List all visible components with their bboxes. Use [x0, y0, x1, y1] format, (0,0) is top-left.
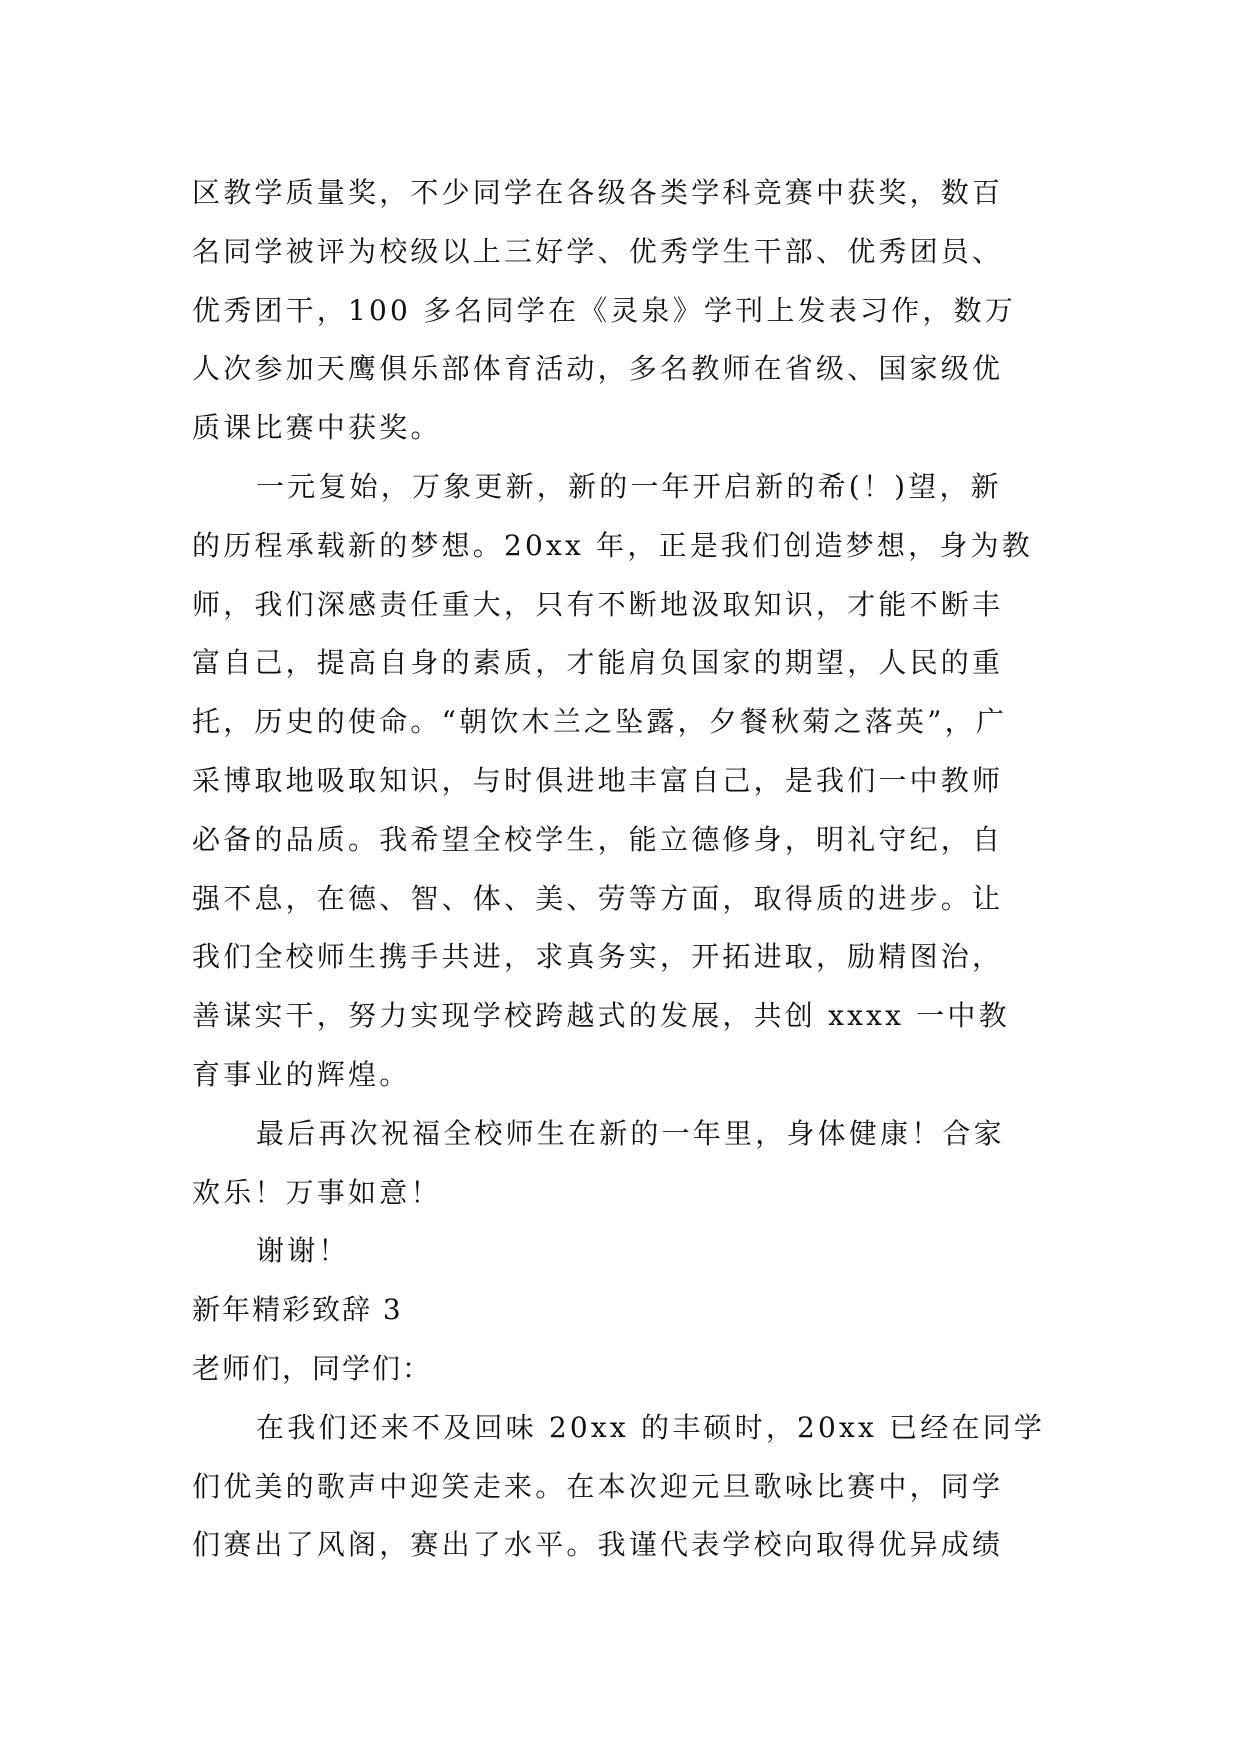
paragraph-line: 师，我们深感责任重大，只有不断地汲取知识，才能不断丰: [192, 587, 1004, 621]
paragraph-line: 托，历史的使命。“朝饮木兰之坠露，夕餐秋菊之落英”，广: [192, 705, 1008, 739]
paragraph-line: 在我们还来不及回味 20xx 的丰硕时，20xx 已经在同学: [256, 1410, 1046, 1444]
paragraph-line: 富自己，提高自身的素质，才能肩负国家的期望，人民的重: [192, 646, 1004, 680]
paragraph-line: 最后再次祝福全校师生在新的一年里，身体健康！合家: [256, 1116, 1005, 1150]
paragraph-line: 们赛出了风阁，赛出了水平。我谨代表学校向取得优异成绩: [192, 1528, 1004, 1562]
paragraph-4: [192, 1399, 1072, 1575]
document-body: [192, 164, 1072, 1575]
section-title: 新年精彩致辞 3: [192, 1293, 403, 1327]
paragraph-line: 人次参加天鹰俱乐部体育活动，多名教师在省级、国家级优: [192, 352, 1004, 386]
paragraph-line: 我们全校师生携手共进，求真务实，开拓进取，励精图治，: [192, 940, 1004, 974]
paragraph-line: 们优美的歌声中迎笑走来。在本次迎元旦歌咏比赛中，同学: [192, 1469, 1004, 1503]
paragraph-line: 欢乐！万事如意！: [192, 1175, 442, 1209]
salutation: 老师们，同学们：: [192, 1351, 433, 1385]
paragraph-line: 一元复始，万象更新，新的一年开启新的希(！)望，新: [256, 469, 1002, 503]
paragraph-line: 育事业的辉煌。: [192, 1057, 411, 1091]
paragraph-line: 强不息，在德、智、体、美、劳等方面，取得质的进步。让: [192, 881, 1004, 915]
paragraph-line: 善谋实干，努力实现学校跨越式的发展，共创 xxxx 一中教: [192, 999, 1010, 1033]
paragraph-line: 必备的品质。我希望全校学生，能立德修身，明礼守纪，自: [192, 822, 1004, 856]
paragraph-line: 区教学质量奖，不少同学在各级各类学科竞赛中获奖，数百: [192, 176, 1004, 209]
paragraph-line: 优秀团干，100 多名同学在《灵泉》学刊上发表习作，数万: [192, 293, 1016, 327]
closing-thanks: 谢谢！: [256, 1234, 350, 1268]
paragraph-line: 采博取地吸取知识，与时俱进地丰富自己，是我们一中教师: [192, 763, 1004, 797]
paragraph-line: 的历程承载新的梦想。20xx 年，正是我们创造梦想，身为教: [192, 528, 1033, 562]
paragraph-line: 质课比赛中获奖。: [192, 411, 442, 445]
paragraph-3: [192, 1105, 1072, 1223]
paragraph-line: 名同学被评为校级以上三好学、优秀学生干部、优秀团员、: [192, 234, 1004, 268]
paragraph-2: [192, 458, 1072, 1105]
paragraph-1: [192, 164, 1072, 458]
